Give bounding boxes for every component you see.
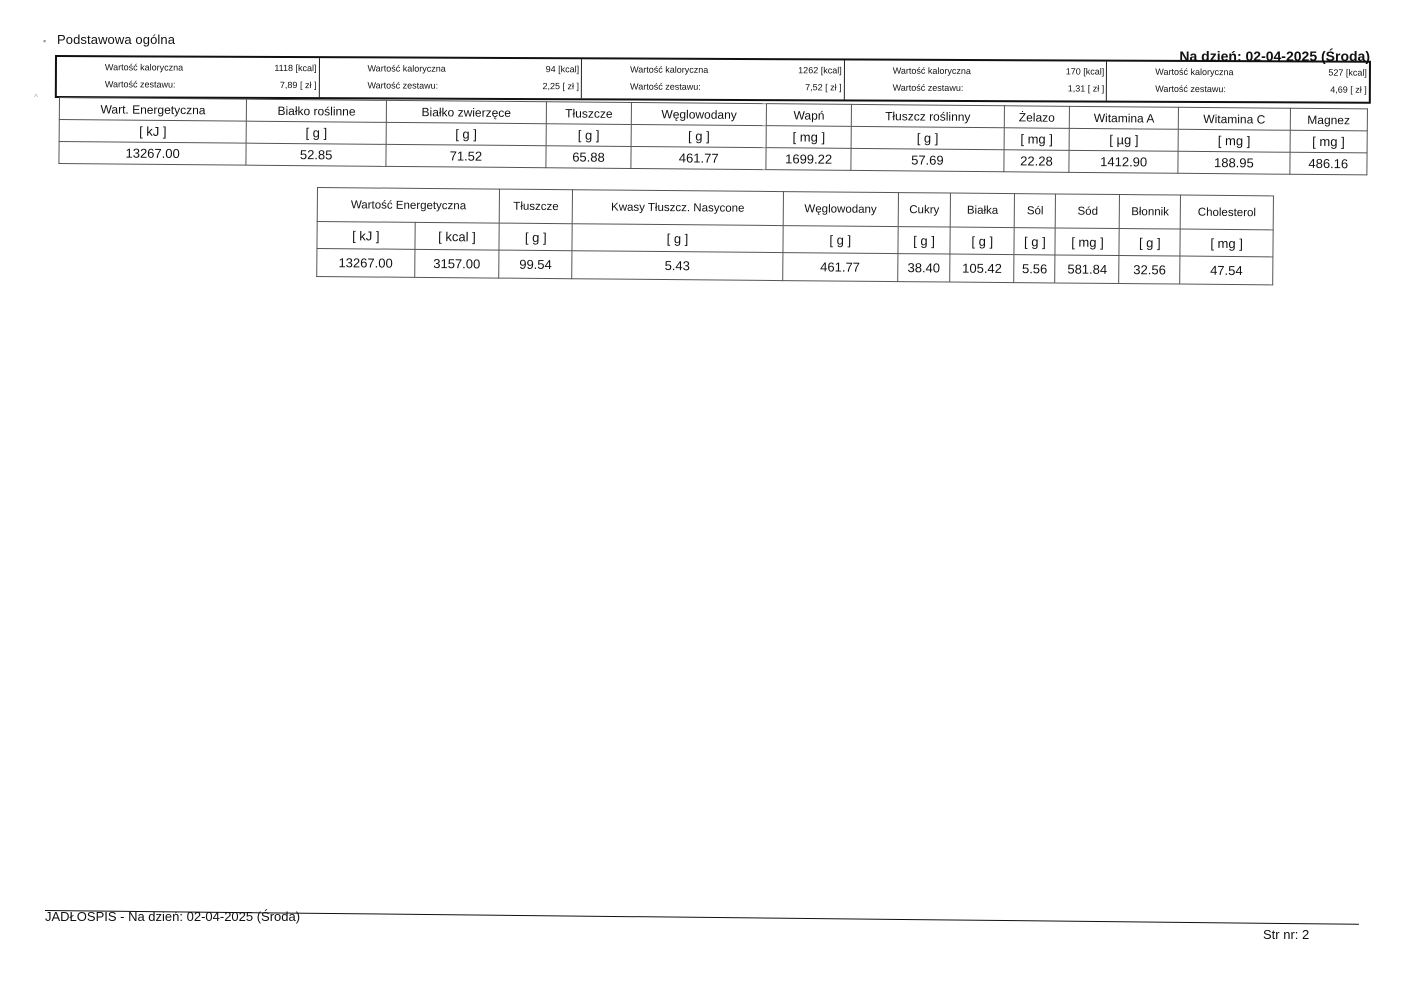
footer-title: JADŁOSPIS - Na dzień: 02-04-2025 (Środa): [45, 909, 301, 924]
kcal-label: Wartość kaloryczna: [630, 64, 709, 75]
cost-label: Wartość zestawu:: [892, 82, 964, 93]
cost-value: 7,89 [ zł ]: [279, 79, 317, 91]
cost-value: 4,69 [ zł ]: [1330, 84, 1367, 95]
unit-cell: [ mg ]: [1180, 229, 1273, 257]
unit-cell: [ mg ]: [766, 126, 851, 149]
table-header-cell: Węglowodany: [632, 102, 767, 125]
meal-summary-cell: [1107, 62, 1369, 102]
unit-cell: [ kJ ]: [317, 222, 415, 250]
value-cell: 5.43: [572, 251, 783, 281]
unit-cell: [ kJ ]: [59, 120, 246, 144]
unit-cell: [ g ]: [1014, 228, 1055, 255]
table-header-cell: Sód: [1056, 194, 1120, 229]
unit-cell: [ g ]: [950, 227, 1014, 255]
table-header-cell: Kwasy Tłuszcz. Nasycone: [572, 190, 783, 226]
kcal-value: 94 [kcal]: [545, 64, 580, 75]
unit-cell: [ g ]: [546, 124, 632, 147]
value-cell: 13267.00: [59, 142, 246, 166]
kcal-value: 527 [kcal]: [1328, 67, 1367, 78]
table-header-cell: Witamina C: [1179, 107, 1291, 130]
value-cell: 1412.90: [1069, 150, 1178, 173]
meal-summary-cell: [845, 60, 1108, 100]
value-cell: 57.69: [851, 148, 1004, 171]
unit-cell: [ kcal ]: [415, 222, 500, 250]
unit-cell: [ g ]: [246, 121, 386, 144]
unit-cell: [ g ]: [386, 122, 546, 145]
bullet-marker: ▪: [43, 36, 47, 46]
kcal-label: Wartość kaloryczna: [892, 65, 971, 76]
cost-label: Wartość zestawu:: [1155, 83, 1226, 95]
value-cell: 5.56: [1014, 255, 1056, 283]
unit-cell: [ µg ]: [1069, 128, 1178, 151]
kcal-label: Wartość kaloryczna: [1155, 66, 1234, 78]
cost-value: 1,31 [ zł ]: [1067, 83, 1105, 94]
unit-cell: [ g ]: [631, 124, 766, 147]
cost-label: Wartość zestawu:: [104, 79, 176, 90]
value-cell: 105.42: [950, 254, 1014, 283]
meal-summary-cell: [57, 57, 320, 97]
value-cell: 3157.00: [414, 249, 499, 278]
table-header-cell: Żelazo: [1004, 106, 1070, 129]
value-cell: 461.77: [631, 146, 766, 169]
kcal-label: Wartość kaloryczna: [367, 63, 446, 74]
value-cell: 188.95: [1178, 151, 1290, 174]
value-cell: 32.56: [1119, 256, 1180, 285]
unit-cell: [ mg ]: [1004, 128, 1070, 151]
meal-summary-cell: [319, 58, 582, 98]
meal-summary-box: [55, 55, 1371, 104]
table-header-cell: Sól: [1014, 194, 1056, 228]
value-cell: 38.40: [897, 254, 950, 282]
table-header-cell: Wapń: [767, 104, 852, 127]
unit-cell: [ g ]: [499, 223, 572, 251]
unit-cell: [ mg ]: [1290, 130, 1368, 153]
table-header-cell: Błonnik: [1120, 195, 1181, 230]
value-cell: 99.54: [499, 250, 572, 279]
unit-cell: [ mg ]: [1178, 129, 1290, 152]
value-cell: 486.16: [1290, 152, 1368, 175]
value-cell: 581.84: [1055, 255, 1119, 284]
table-header-cell: Witamina A: [1069, 106, 1178, 129]
value-cell: 65.88: [546, 146, 632, 169]
table-header-cell: Białka: [950, 193, 1014, 228]
date-title: Na dzień: 02-04-2025 (Środa): [1179, 48, 1370, 64]
kcal-value: 170 [kcal]: [1065, 66, 1105, 77]
cost-value: 7,52 [ zł ]: [805, 82, 842, 93]
cost-value: 2,25 [ zł ]: [542, 81, 580, 92]
table-header-cell: Cukry: [898, 193, 951, 227]
section-title: Podstawowa ogólna: [57, 32, 176, 47]
nutrients-table: [58, 97, 1368, 175]
table-header-cell: Magnez: [1290, 108, 1368, 131]
cost-label: Wartość zestawu:: [367, 80, 439, 91]
kcal-label: Wartość kaloryczna: [104, 62, 184, 73]
value-cell: 461.77: [783, 253, 898, 282]
table-header-cell: Białko roślinne: [247, 99, 387, 122]
energy-summary-table: [316, 187, 1274, 285]
table-header-cell: Cholesterol: [1180, 195, 1273, 230]
value-cell: 47.54: [1180, 256, 1273, 285]
unit-cell: [ g ]: [1119, 229, 1180, 257]
bullet-marker: ^: [34, 93, 38, 102]
kcal-value: 1262 [kcal]: [798, 65, 842, 76]
unit-cell: [ mg ]: [1055, 228, 1119, 256]
value-cell: 71.52: [386, 144, 546, 167]
cost-label: Wartość zestawu:: [630, 81, 701, 92]
value-cell: 52.85: [246, 143, 386, 166]
table-header-cell: Węglowodany: [783, 192, 898, 227]
table-header-cell: Tłuszcze: [500, 189, 573, 224]
kcal-value: 1118 [kcal]: [274, 62, 317, 74]
value-cell: 1699.22: [766, 148, 851, 171]
unit-cell: [ g ]: [898, 227, 951, 254]
unit-cell: [ g ]: [572, 224, 783, 253]
table-header-cell: Wart. Energetyczna: [59, 98, 246, 122]
table-header-cell: Białko zwierzęce: [386, 100, 546, 123]
meal-summary-cell: [582, 59, 845, 99]
table-header-cell: Tłuszcze: [546, 102, 632, 125]
value-cell: 22.28: [1004, 150, 1070, 173]
table-header-cell: Wartość Energetyczna: [317, 188, 500, 224]
unit-cell: [ g ]: [783, 226, 898, 254]
unit-cell: [ g ]: [851, 126, 1004, 149]
page-number: Str nr: 2: [1263, 927, 1310, 942]
table-header-cell: Tłuszcz roślinny: [851, 104, 1004, 127]
value-cell: 13267.00: [317, 249, 415, 278]
